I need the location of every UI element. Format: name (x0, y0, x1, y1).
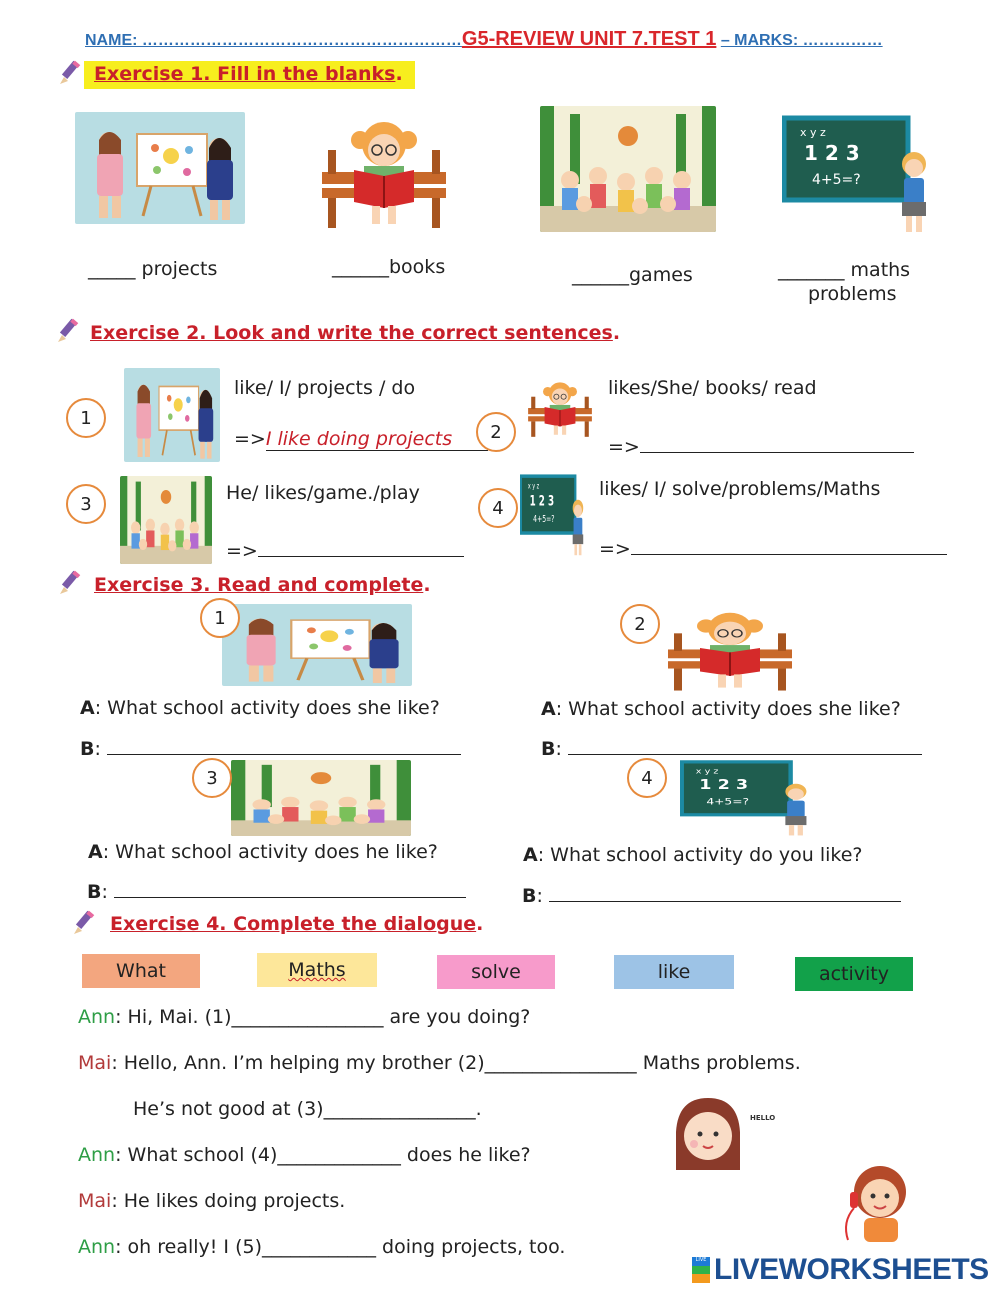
prompt-2: likes/She/ books/ read (608, 377, 817, 399)
answer-field-2[interactable] (640, 432, 914, 453)
answer-field-3-1[interactable] (107, 734, 461, 755)
blank-caption-problems: problems (808, 283, 897, 305)
children-games-picture (540, 106, 716, 232)
dialogue-line-6: Ann: oh really! I (5)____________ doing projects, too. (78, 1236, 566, 1258)
word-box-maths[interactable]: Maths (257, 953, 377, 987)
question-row-3: A: What school activity does he like? (88, 841, 438, 863)
maths-teacher-picture (782, 112, 946, 236)
item-number-badge: 1 (66, 398, 106, 438)
dialogue-line-2: Mai: Hello, Ann. I’m helping my brother (2)________________ Maths problems. (78, 1052, 801, 1074)
item-number-badge: 1 (200, 598, 240, 638)
item-number-badge: 3 (192, 758, 232, 798)
presentation-thumbnail (124, 368, 220, 462)
marks-field-label: – MARKS: …………… (720, 32, 883, 49)
blank-caption-maths[interactable]: _______ maths (778, 259, 911, 281)
question-row-1: A: What school activity does she like? (80, 697, 440, 719)
girl-hello-picture (666, 1092, 776, 1172)
worksheet-title: G5-REVIEW UNIT 7.TEST 1 (461, 28, 717, 50)
exercise-2-title: Exercise 2. Look and write the correct sentences. (90, 322, 621, 344)
exercise-4-title: Exercise 4. Complete the dialogue. (110, 913, 484, 935)
girl-reading-thumbnail (524, 374, 596, 440)
maths-teacher-picture-3-4 (680, 758, 824, 838)
answer-field-3-2[interactable] (568, 734, 922, 755)
children-games-thumbnail (120, 476, 212, 564)
logo-badge-icon: LIVE (692, 1257, 710, 1283)
word-box-like[interactable]: like (614, 955, 734, 989)
item-number-badge: 3 (66, 484, 106, 524)
blank-caption-books[interactable]: ______books (332, 256, 446, 278)
answer-field-3[interactable] (258, 536, 464, 557)
answer-row-3: => (226, 536, 464, 562)
pencil-icon (56, 318, 82, 344)
item-number-badge: 2 (620, 604, 660, 644)
pencil-icon (72, 910, 98, 936)
question-row-4: A: What school activity do you like? (523, 844, 863, 866)
girl-reading-picture-3-2 (660, 604, 800, 692)
answer-row-3-2: B: (541, 734, 922, 760)
answer-row-3-1: B: (80, 734, 461, 760)
prompt-3: He/ likes/game./play (226, 482, 420, 504)
girl-reading-picture (314, 110, 454, 230)
answer-field-4[interactable] (631, 534, 947, 555)
presentation-picture-3-1 (222, 604, 412, 686)
name-field-label: NAME: …………………………………………………… (85, 32, 462, 49)
dialogue-line-5: Mai: He likes doing projects. (78, 1190, 346, 1212)
answer-field-3-3[interactable] (114, 877, 466, 898)
maths-teacher-thumbnail (520, 472, 592, 558)
answer-field-3-4[interactable] (549, 881, 901, 902)
blank-caption-games[interactable]: ______games (572, 264, 693, 286)
word-box-what[interactable]: What (82, 954, 200, 988)
item-number-badge: 4 (627, 758, 667, 798)
exercise-3-title: Exercise 3. Read and complete. (94, 574, 431, 596)
prompt-4: likes/ I/ solve/problems/Maths (599, 478, 881, 500)
dialogue-line-1: Ann: Hi, Mai. (1)________________ are you doing? (78, 1006, 531, 1028)
word-box-activity[interactable]: activity (795, 957, 913, 991)
dialogue-line-4: Ann: What school (4)_____________ does he like? (78, 1144, 531, 1166)
prompt-1: like/ I/ projects / do (234, 377, 416, 399)
answer-field-1[interactable]: I like doing projects (266, 428, 488, 451)
hello-bubble-text: HELLO (750, 1114, 776, 1122)
worksheet-header (85, 28, 883, 51)
blank-caption-projects[interactable]: _____ projects (88, 258, 218, 280)
liveworksheets-logo: LIVE LIVEWORKSHEETS (692, 1253, 989, 1287)
girl-on-phone-picture (834, 1160, 924, 1244)
pencil-icon (58, 60, 84, 86)
answer-row-4: => (599, 534, 947, 560)
exercise-1-title: Exercise 1. Fill in the blanks. (84, 61, 415, 89)
answer-row-3-4: B: (522, 881, 901, 907)
dialogue-line-3: He’s not good at (3)________________. (133, 1098, 482, 1120)
question-row-2: A: What school activity does she like? (541, 698, 901, 720)
answer-row-2: => (608, 432, 914, 458)
pencil-icon (58, 570, 84, 596)
answer-row-3-3: B: (87, 877, 466, 903)
presentation-picture (75, 112, 245, 224)
item-number-badge: 2 (476, 412, 516, 452)
answer-row-1: =>I like doing projects (234, 428, 488, 451)
word-box-solve[interactable]: solve (437, 955, 555, 989)
children-games-picture-3-3 (231, 760, 411, 836)
item-number-badge: 4 (478, 488, 518, 528)
